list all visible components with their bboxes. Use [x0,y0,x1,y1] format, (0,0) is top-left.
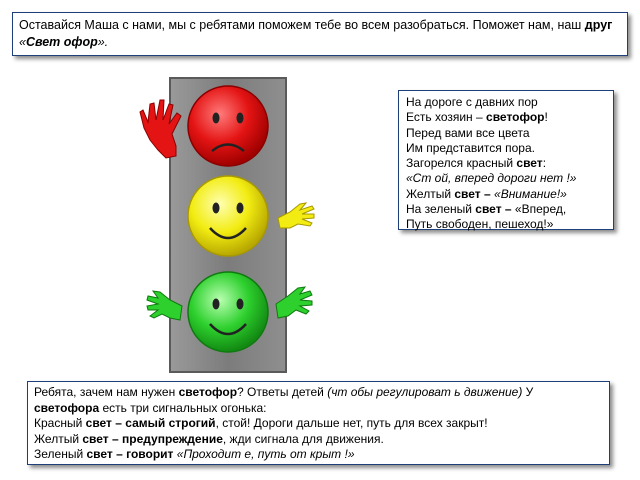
poem-line: Загорелся красный свет: [406,156,547,171]
intro-text: Оставайся Маша с нами, мы с ребятами поможем тебе во всем разобраться. Поможет нам, наш [19,18,585,32]
poem-line: На дороге с давних пор [406,95,538,109]
poem-line: Путь свободен, пешеход!» [406,217,554,232]
poem-box [398,90,614,230]
poem-line: «Ст ой, вперед дороги нет !» [406,171,577,186]
poem-line: На зеленый свет – «Вперед, [406,202,567,217]
explanation-line: Ребята, зачем нам нужен светофор? Ответы детей (чт обы регулироват ь движение) У [34,385,534,399]
green-light-face [188,272,268,352]
poem-line: Желтый свет – «Внимание!» [406,186,567,201]
poem-line: Перед вами все цвета [406,125,530,140]
red-light-face [188,86,268,166]
poem-line: Им представится пора. [406,140,535,155]
intro-quote-open: « [19,35,26,49]
explanation-box [27,381,610,465]
intro-friend-word: друг [584,18,613,32]
explanation-line: светофора есть три сигнальных огонька: [34,400,267,415]
explanation-line: Красный свет – самый строгий, стой! Дороги дальше нет, путь для всех закрыт! [34,416,488,430]
yellow-light-face [188,176,268,256]
intro-quote-close: ». [97,35,109,49]
poem-line: Есть хозяин – светофор! [406,110,548,125]
explanation-line: Зеленый свет – говорит «Проходит е, путь от крыт !» [34,447,355,461]
explanation-line: Желтый свет – предупреждение, жди сигнала для движения. [34,431,384,446]
intro-svetofor-word: Свет офор [25,35,98,49]
